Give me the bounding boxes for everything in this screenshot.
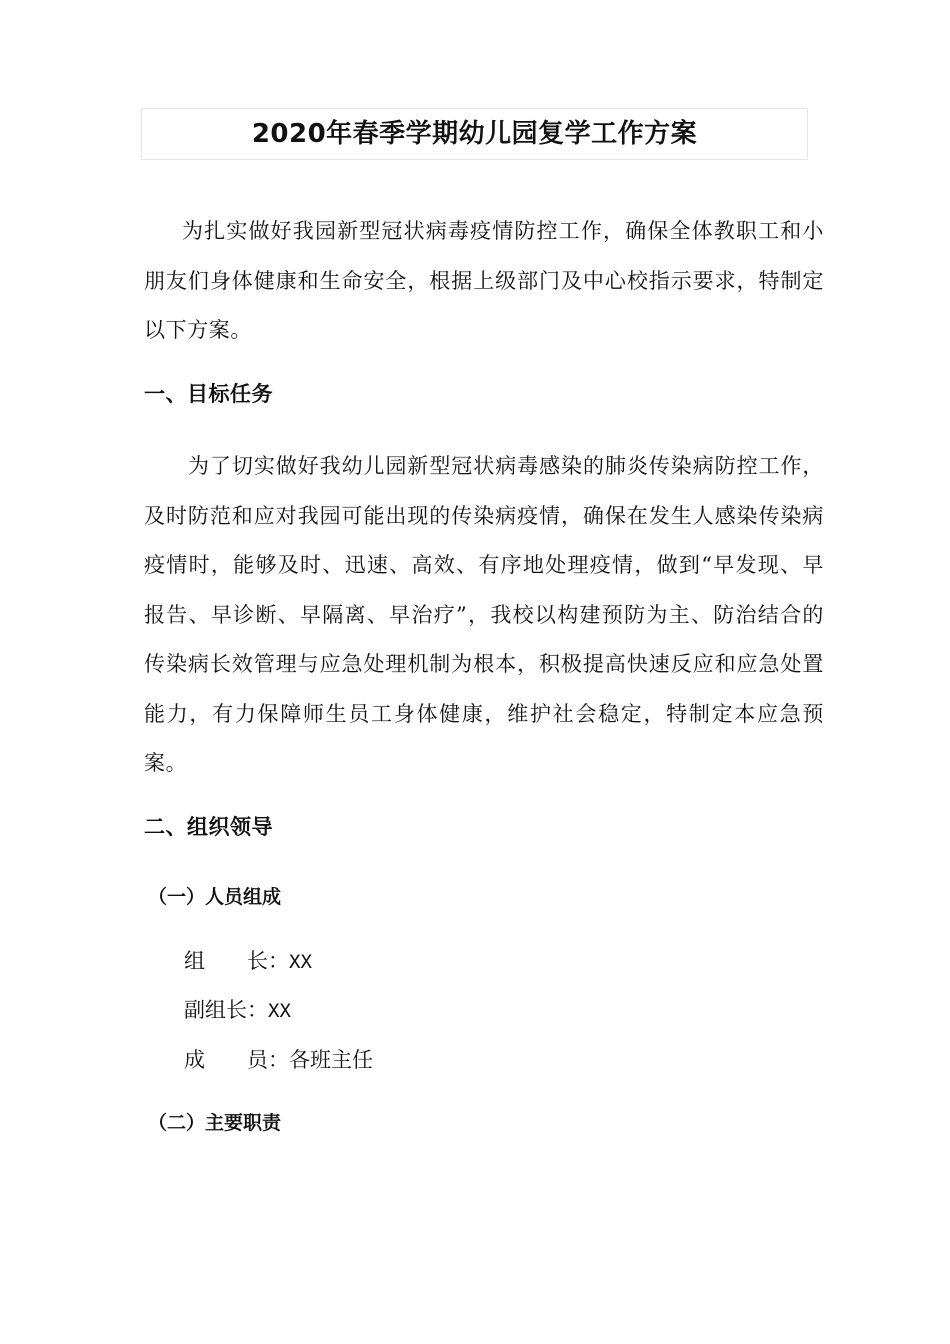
section-heading-goals: 一、目标任务 xyxy=(144,382,273,406)
subheading-personnel: （一）人员组成 xyxy=(148,886,282,908)
member-role: 副组长： xyxy=(184,998,268,1022)
subheading-duties: （二）主要职责 xyxy=(148,1112,282,1134)
member-line-deputy xyxy=(184,995,291,1026)
goals-paragraph: 为了切实做好我幼儿园新型冠状病毒感染的肺炎传染病防控工作，及时防范和应对我园可能出现的传染病疫情，确保在发生人感染传染病疫情时，能够及时、迅速、高效、有序地处理疫情，做到“早发现、早报告、早诊断、早隔离、早治疗”，我校以构建预防为主、防治结合的传染病长效管理与应急处理机制为根本，积极提高快速反应和应急处置能力，有力保障师生员工身体健康，维护社会稳定，特制定本应急预案。 xyxy=(144,454,824,775)
member-value: XX xyxy=(289,951,312,973)
member-value: 各班主任 xyxy=(289,1048,373,1072)
intro-paragraph: 为扎实做好我园新型冠状病毒疫情防控工作，确保全体教职工和小朋友们身体健康和生命安全，根据上级部门及中心校指示要求，特制定以下方案。 xyxy=(144,219,824,342)
member-value: XX xyxy=(268,1000,291,1022)
document-title: 2020年春季学期幼儿园复学工作方案 xyxy=(251,119,698,149)
member-line-leader xyxy=(184,946,312,977)
section-heading-organization: 二、组织领导 xyxy=(144,815,273,839)
member-line-members xyxy=(184,1045,373,1075)
member-role: 组 长： xyxy=(184,949,289,973)
member-role: 成 员： xyxy=(184,1048,289,1072)
